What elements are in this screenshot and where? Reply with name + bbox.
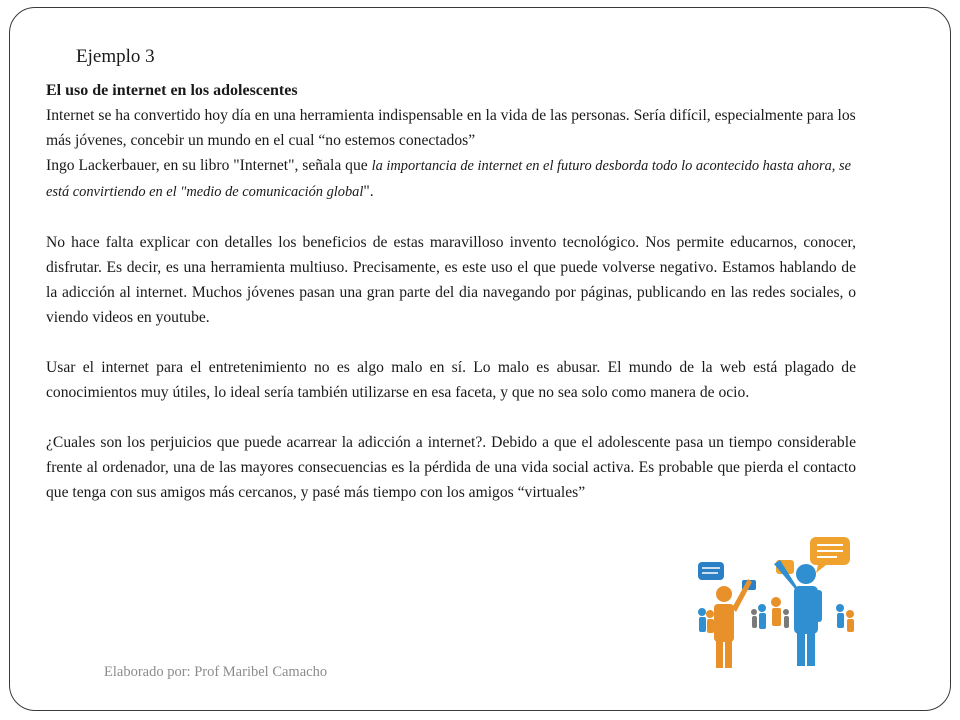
slide-body (46, 78, 856, 505)
footer-credit: Elaborado por: Prof Maribel Camacho (104, 664, 328, 680)
paragraph-entertainment: Usar el internet para el entretenimiento no es algo malo en sí. Lo malo es abusar. El mundo de la web está plagado de conocimientos muy útiles, lo ideal sería también utilizarse en esa faceta, y que no sea solo como manera de ocio. (46, 359, 856, 401)
quote-end: ". (363, 183, 374, 200)
paragraph-harms: ¿Cuales son los perjuicios que puede acarrear la adicción a internet?. Debido a que el adolescente pasa un tiempo considerable frente al ordenador, una de las mayores consecuencias es la pérdida de una vida social activa. Es probable que pierda el contacto que tenga con sus amigos más cercanos, y pasé más tiempo con los amigos “virtuales” (46, 434, 856, 501)
paragraph-benefits: No hace falta explicar con detalles los beneficios de estas maravilloso invento tecnológico. Nos permite educarnos, conocer, disfrutar. Es decir, es una herramienta multiuso. Precisamente, es este uso el que puede volverse negativo. Estamos hablando de la adicción al internet. Muchos jóvenes pasan una gran parte del dia navegando por páginas, publicando en las redes sociales, o viendo videos en youtube. (46, 234, 856, 326)
quote-intro: Ingo Lackerbauer, en su libro "Internet", señala que (46, 157, 372, 174)
quote-italic: la importancia de internet en el futuro desborda todo lo acontecido hasta ahora, se está convirtiendo en el "medio de comunicación global (46, 158, 851, 200)
speech-bubble-icon (698, 562, 724, 580)
intro-paragraph: Internet se ha convertido hoy día en una herramienta indispensable en la vida de las personas. Sería difícil, especialmente para los más jóvenes, concebir un mundo en el cual “no estemos conectados” (46, 107, 856, 149)
quote-paragraph (46, 153, 856, 205)
example-title: Ejemplo 3 (76, 46, 155, 67)
slide-heading: El uso de internet en los adolescentes (46, 82, 298, 99)
social-network-illustration (692, 532, 860, 680)
